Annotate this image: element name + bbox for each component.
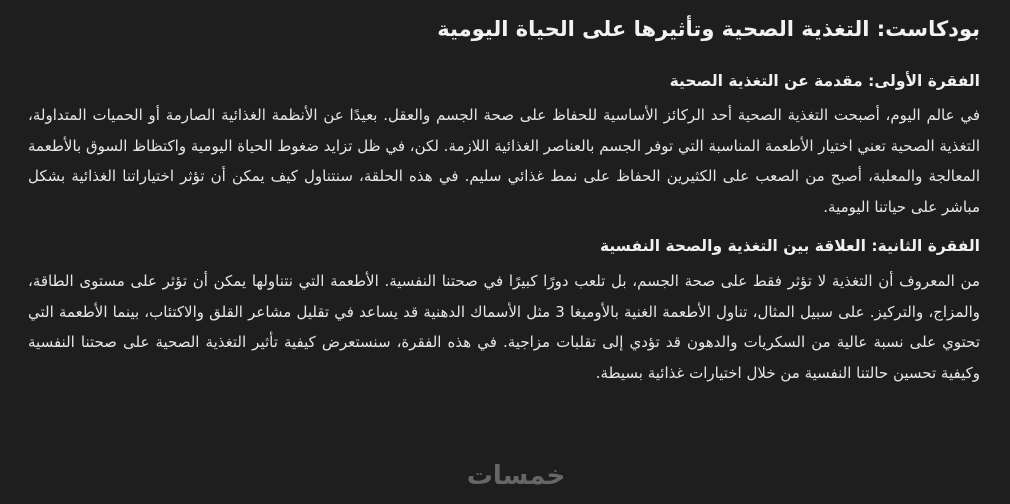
- section-mental-health: [28, 234, 980, 388]
- khamsat-watermark-logo: [466, 459, 566, 499]
- section-paragraph: في عالم اليوم، أصبحت التغذية الصحية أحد الركائز الأساسية للحفاظ على صحة الجسم والعقل. بعيدًا عن الأنظمة الغذائية الصارمة أو الحميات المتداولة، التغذية الصحية تعني اختيار الأطعمة المناسبة التي توفر الجسم بالعناصر الغذائية اللازمة. لكن، في ظل تزايد ضغوط الحياة اليومية واكتظاظ السوق بالأطعمة المعالجة والمعلبة، أصبح من الصعب على الكثيرين الحفاظ على نمط غذائي سليم. في هذه الحلقة، سنتناول كيف يمكن أن تؤثر اختياراتنا الغذائية بشكل مباشر على حياتنا اليومية.: [28, 106, 980, 216]
- section-intro: [28, 69, 980, 222]
- section-heading: الفقرة الأولى: مقدمة عن التغذية الصحية: [669, 72, 980, 90]
- watermark-text: خمسات: [466, 461, 566, 491]
- section-heading: الفقرة الثانية: العلاقة بين التغذية والصحة النفسية: [599, 237, 980, 255]
- document-title: بودكاست: التغذية الصحية وتأثيرها على الحياة اليومية: [437, 17, 980, 41]
- section-paragraph: من المعروف أن التغذية لا تؤثر فقط على صحة الجسم، بل تلعب دورًا كبيرًا في صحتنا النفسية. الأطعمة التي نتناولها يمكن أن تؤثر على مستوى الطاقة، والمزاج، والتركيز. على سبيل المثال، تناول الأطعمة الغنية بالأوميغا 3 مثل الأسماك الدهنية قد يساعد في تقليل مشاعر القلق والاكتئاب، بينما الأطعمة التي تحتوي على نسبة عالية من السكريات والدهون قد تؤدي إلى تقلبات مزاجية. في هذه الفقرة، سنستعرض كيفية تأثير التغذية الصحية على صحتنا النفسية وكيفية تحسين حالتنا النفسية من خلال اختيارات غذائية بسيطة.: [28, 272, 980, 382]
